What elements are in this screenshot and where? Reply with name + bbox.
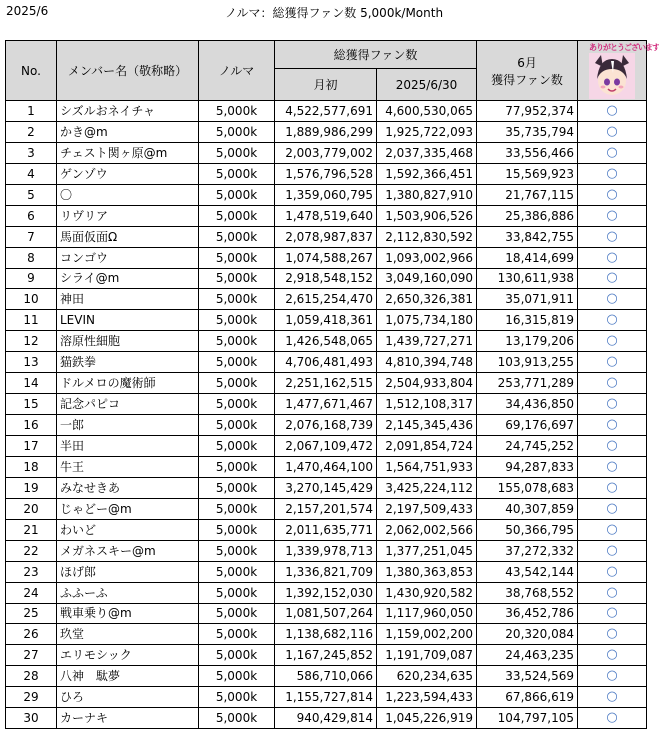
fans-end: 1,191,709,087: [377, 645, 477, 666]
member-name: 玖堂: [57, 624, 199, 645]
fans-start: 1,478,519,640: [275, 205, 377, 226]
table-row: [6, 624, 647, 645]
row-no: 1: [6, 101, 57, 122]
row-no: 19: [6, 477, 57, 498]
fans-end: 4,600,530,065: [377, 101, 477, 122]
member-name: ふふーふ: [57, 582, 199, 603]
table-row: [6, 415, 647, 436]
member-quota: 5,000k: [199, 456, 275, 477]
fans-gain: 15,569,923: [477, 163, 578, 184]
member-quota: 5,000k: [199, 394, 275, 415]
table-row: [6, 247, 647, 268]
achieved-mark: ○: [578, 498, 647, 519]
member-quota: 5,000k: [199, 687, 275, 708]
table-row: [6, 268, 647, 289]
member-quota: 5,000k: [199, 415, 275, 436]
fans-start: 1,167,245,852: [275, 645, 377, 666]
col-header-quota: ノルマ: [199, 41, 275, 101]
fans-gain: 130,611,938: [477, 268, 578, 289]
achieved-mark: ○: [578, 687, 647, 708]
fans-start: 1,426,548,065: [275, 331, 377, 352]
fans-gain: 94,287,833: [477, 456, 578, 477]
fans-start: 1,059,418,361: [275, 310, 377, 331]
fans-end: 2,062,002,566: [377, 519, 477, 540]
month-label: 2025/6: [6, 4, 49, 18]
member-name: メガネスキー@m: [57, 540, 199, 561]
table-row: [6, 582, 647, 603]
achieved-mark: ○: [578, 184, 647, 205]
fans-end: 1,377,251,045: [377, 540, 477, 561]
col-header-june-gain: [477, 41, 578, 101]
achieved-mark: ○: [578, 352, 647, 373]
achieved-mark: ○: [578, 163, 647, 184]
member-quota: 5,000k: [199, 289, 275, 310]
achieved-mark: ○: [578, 477, 647, 498]
fans-start: 2,067,109,472: [275, 436, 377, 457]
achieved-mark: ○: [578, 436, 647, 457]
member-name: 半田: [57, 436, 199, 457]
fans-end: 1,117,960,050: [377, 603, 477, 624]
member-name: 猫鉄拳: [57, 352, 199, 373]
achieved-mark: ○: [578, 519, 647, 540]
member-quota: 5,000k: [199, 708, 275, 729]
member-name: 馬面仮面Ω: [57, 226, 199, 247]
fans-end: 1,093,002,966: [377, 247, 477, 268]
table-row: [6, 352, 647, 373]
fans-end: 1,075,734,180: [377, 310, 477, 331]
member-quota: 5,000k: [199, 310, 275, 331]
member-name: じゃどー@m: [57, 498, 199, 519]
col-header-start: 月初: [275, 69, 377, 101]
row-no: 13: [6, 352, 57, 373]
row-no: 3: [6, 142, 57, 163]
quota-title: ノルマ：総獲得ファン数 5,000k/Month: [225, 6, 444, 20]
member-quota: 5,000k: [199, 477, 275, 498]
june-gain-line1: 6月: [517, 55, 537, 70]
member-quota: 5,000k: [199, 268, 275, 289]
achieved-mark: ○: [578, 310, 647, 331]
achieved-mark: ○: [578, 121, 647, 142]
member-name: リヴリア: [57, 205, 199, 226]
fans-start: 1,081,507,264: [275, 603, 377, 624]
achieved-mark: ○: [578, 603, 647, 624]
achieved-mark: ○: [578, 540, 647, 561]
table-row: [6, 184, 647, 205]
fans-end: 1,503,906,526: [377, 205, 477, 226]
row-no: 6: [6, 205, 57, 226]
row-no: 30: [6, 708, 57, 729]
achieved-mark: ○: [578, 624, 647, 645]
fans-gain: 69,176,697: [477, 415, 578, 436]
fans-gain: 24,745,252: [477, 436, 578, 457]
fans-end: 1,159,002,200: [377, 624, 477, 645]
fans-start: 1,155,727,814: [275, 687, 377, 708]
row-no: 21: [6, 519, 57, 540]
fans-end: 1,512,108,317: [377, 394, 477, 415]
member-name: チェスト関ヶ原@m: [57, 142, 199, 163]
fans-end: 1,564,751,933: [377, 456, 477, 477]
fans-end: 1,380,363,853: [377, 561, 477, 582]
fans-gain: 36,452,786: [477, 603, 578, 624]
fans-end: 2,197,509,433: [377, 498, 477, 519]
table-row: [6, 436, 647, 457]
row-no: 17: [6, 436, 57, 457]
fans-start: 1,392,152,030: [275, 582, 377, 603]
member-quota: 5,000k: [199, 184, 275, 205]
fans-end: 1,592,366,451: [377, 163, 477, 184]
table-row: [6, 121, 647, 142]
fans-end: 1,045,226,919: [377, 708, 477, 729]
row-no: 29: [6, 687, 57, 708]
fans-end: 2,091,854,724: [377, 436, 477, 457]
fans-end: 1,439,727,271: [377, 331, 477, 352]
fans-end: 620,234,635: [377, 666, 477, 687]
fans-gain: 35,735,794: [477, 121, 578, 142]
row-no: 7: [6, 226, 57, 247]
member-quota: 5,000k: [199, 373, 275, 394]
member-quota: 5,000k: [199, 561, 275, 582]
member-name: シライ@m: [57, 268, 199, 289]
fans-gain: 77,952,374: [477, 101, 578, 122]
fans-start: 4,522,577,691: [275, 101, 377, 122]
achieved-mark: ○: [578, 373, 647, 394]
table-row: [6, 561, 647, 582]
member-name: 溶原性細胞: [57, 331, 199, 352]
fans-start: 1,889,986,299: [275, 121, 377, 142]
fans-end: 2,504,933,804: [377, 373, 477, 394]
member-quota: 5,000k: [199, 247, 275, 268]
fans-gain: 25,386,886: [477, 205, 578, 226]
row-no: 18: [6, 456, 57, 477]
row-no: 26: [6, 624, 57, 645]
fans-gain: 13,179,206: [477, 331, 578, 352]
col-header-end: 2025/6/30: [377, 69, 477, 101]
member-name: ゲンゾウ: [57, 163, 199, 184]
table-row: [6, 540, 647, 561]
member-quota: 5,000k: [199, 331, 275, 352]
fans-gain: 18,414,699: [477, 247, 578, 268]
fans-end: 2,112,830,592: [377, 226, 477, 247]
fans-gain: 43,542,144: [477, 561, 578, 582]
table-row: [6, 394, 647, 415]
fans-start: 2,251,162,515: [275, 373, 377, 394]
member-name: 八神 駄夢: [57, 666, 199, 687]
member-name: 戦車乗り@m: [57, 603, 199, 624]
fans-gain: 40,307,859: [477, 498, 578, 519]
fans-start: 2,615,254,470: [275, 289, 377, 310]
achieved-mark: ○: [578, 394, 647, 415]
fan-count-table: [5, 40, 659, 729]
fans-gain: 38,768,552: [477, 582, 578, 603]
row-no: 12: [6, 331, 57, 352]
achieved-mark: ○: [578, 142, 647, 163]
member-name: カーナキ: [57, 708, 199, 729]
member-quota: 5,000k: [199, 205, 275, 226]
member-quota: 5,000k: [199, 163, 275, 184]
fans-start: 1,470,464,100: [275, 456, 377, 477]
fans-gain: 16,315,819: [477, 310, 578, 331]
row-no: 20: [6, 498, 57, 519]
fans-end: 3,425,224,112: [377, 477, 477, 498]
member-name: 神田: [57, 289, 199, 310]
member-quota: 5,000k: [199, 142, 275, 163]
fans-gain: 33,524,569: [477, 666, 578, 687]
table-row: [6, 331, 647, 352]
table-row: [6, 603, 647, 624]
fans-start: 2,918,548,152: [275, 268, 377, 289]
fans-start: 1,576,796,528: [275, 163, 377, 184]
member-name: ドルメロの魔術師: [57, 373, 199, 394]
june-gain-line2: 獲得ファン数: [491, 72, 563, 87]
member-name: エリモシック: [57, 645, 199, 666]
row-no: 28: [6, 666, 57, 687]
table-row: [6, 226, 647, 247]
member-quota: 5,000k: [199, 498, 275, 519]
fans-start: 2,076,168,739: [275, 415, 377, 436]
table-row: [6, 687, 647, 708]
fans-gain: 103,913,255: [477, 352, 578, 373]
fans-gain: 34,436,850: [477, 394, 578, 415]
fans-end: 1,223,594,433: [377, 687, 477, 708]
table-row: [6, 163, 647, 184]
row-no: 22: [6, 540, 57, 561]
achieved-mark: ○: [578, 666, 647, 687]
member-quota: 5,000k: [199, 582, 275, 603]
member-name: みなせきあ: [57, 477, 199, 498]
member-quota: 5,000k: [199, 666, 275, 687]
achieved-mark: ○: [578, 582, 647, 603]
fans-end: 1,430,920,582: [377, 582, 477, 603]
row-no: 11: [6, 310, 57, 331]
row-no: 24: [6, 582, 57, 603]
row-no: 14: [6, 373, 57, 394]
col-header-no: No.: [6, 41, 57, 101]
achieved-mark: ○: [578, 456, 647, 477]
fans-start: 1,336,821,709: [275, 561, 377, 582]
achieved-mark: ○: [578, 101, 647, 122]
member-quota: 5,000k: [199, 603, 275, 624]
fans-gain: 50,366,795: [477, 519, 578, 540]
table-row: [6, 142, 647, 163]
fans-gain: 155,078,683: [477, 477, 578, 498]
member-name: 一郎: [57, 415, 199, 436]
fans-gain: 21,767,115: [477, 184, 578, 205]
member-quota: 5,000k: [199, 121, 275, 142]
col-header-member: メンバー名（敬称略）: [57, 41, 199, 101]
row-no: 23: [6, 561, 57, 582]
member-name: 〇: [57, 184, 199, 205]
table-row: [6, 666, 647, 687]
member-name: 記念パピコ: [57, 394, 199, 415]
mascot-header: [578, 41, 659, 101]
member-name: わいど: [57, 519, 199, 540]
member-quota: 5,000k: [199, 226, 275, 247]
member-quota: 5,000k: [199, 436, 275, 457]
fans-gain: 37,272,332: [477, 540, 578, 561]
row-no: 10: [6, 289, 57, 310]
achieved-mark: ○: [578, 247, 647, 268]
fans-gain: 35,071,911: [477, 289, 578, 310]
achieved-mark: ○: [578, 415, 647, 436]
fans-gain: 24,463,235: [477, 645, 578, 666]
member-quota: 5,000k: [199, 519, 275, 540]
achieved-mark: ○: [578, 268, 647, 289]
table-row: [6, 310, 647, 331]
member-quota: 5,000k: [199, 101, 275, 122]
table-row: [6, 373, 647, 394]
member-quota: 5,000k: [199, 540, 275, 561]
fans-gain: 104,797,105: [477, 708, 578, 729]
table-row: [6, 498, 647, 519]
achieved-mark: ○: [578, 205, 647, 226]
fans-end: 3,049,160,090: [377, 268, 477, 289]
table-body: [6, 101, 647, 729]
achieved-mark: ○: [578, 561, 647, 582]
mascot-icon: [589, 53, 635, 99]
fans-start: 2,011,635,771: [275, 519, 377, 540]
fans-start: 1,339,978,713: [275, 540, 377, 561]
fans-end: 2,650,326,381: [377, 289, 477, 310]
member-name: LEVIN: [57, 310, 199, 331]
row-no: 9: [6, 268, 57, 289]
achieved-mark: ○: [578, 708, 647, 729]
fans-gain: 33,842,755: [477, 226, 578, 247]
fans-end: 1,925,722,093: [377, 121, 477, 142]
fans-end: 2,037,335,468: [377, 142, 477, 163]
table-row: [6, 101, 647, 122]
fans-end: 2,145,345,436: [377, 415, 477, 436]
fans-start: 2,078,987,837: [275, 226, 377, 247]
fans-start: 940,429,814: [275, 708, 377, 729]
member-name: かき@m: [57, 121, 199, 142]
member-name: シズルおネイチャ: [57, 101, 199, 122]
table-row: [6, 456, 647, 477]
fans-start: 4,706,481,493: [275, 352, 377, 373]
fans-start: 2,157,201,574: [275, 498, 377, 519]
row-no: 16: [6, 415, 57, 436]
member-name: ほげ郎: [57, 561, 199, 582]
table-row: [6, 289, 647, 310]
row-no: 2: [6, 121, 57, 142]
fans-gain: 67,866,619: [477, 687, 578, 708]
achieved-mark: ○: [578, 331, 647, 352]
fans-end: 1,380,827,910: [377, 184, 477, 205]
fans-start: 586,710,066: [275, 666, 377, 687]
table-row: [6, 708, 647, 729]
col-header-total-fans: 総獲得ファン数: [275, 41, 477, 69]
table-row: [6, 519, 647, 540]
row-no: 4: [6, 163, 57, 184]
fans-start: 1,359,060,795: [275, 184, 377, 205]
table-row: [6, 477, 647, 498]
member-name: 牛王: [57, 456, 199, 477]
fans-start: 1,074,588,267: [275, 247, 377, 268]
row-no: 8: [6, 247, 57, 268]
fans-start: 1,138,682,116: [275, 624, 377, 645]
row-no: 5: [6, 184, 57, 205]
member-quota: 5,000k: [199, 624, 275, 645]
fans-end: 4,810,394,748: [377, 352, 477, 373]
achieved-mark: ○: [578, 226, 647, 247]
thanks-banner: ありがとうございます: [589, 42, 659, 52]
fans-start: 3,270,145,429: [275, 477, 377, 498]
fans-gain: 33,556,466: [477, 142, 578, 163]
table-row: [6, 205, 647, 226]
row-no: 27: [6, 645, 57, 666]
mascot-avatar: [589, 42, 659, 99]
fans-gain: 20,320,084: [477, 624, 578, 645]
fans-gain: 253,771,289: [477, 373, 578, 394]
member-name: ひろ: [57, 687, 199, 708]
sheet-header: [0, 0, 650, 36]
fans-start: 2,003,779,002: [275, 142, 377, 163]
achieved-mark: ○: [578, 645, 647, 666]
member-quota: 5,000k: [199, 645, 275, 666]
table-row: [6, 645, 647, 666]
member-name: コンゴウ: [57, 247, 199, 268]
row-no: 15: [6, 394, 57, 415]
achieved-mark: ○: [578, 289, 647, 310]
fans-start: 1,477,671,467: [275, 394, 377, 415]
member-quota: 5,000k: [199, 352, 275, 373]
row-no: 25: [6, 603, 57, 624]
